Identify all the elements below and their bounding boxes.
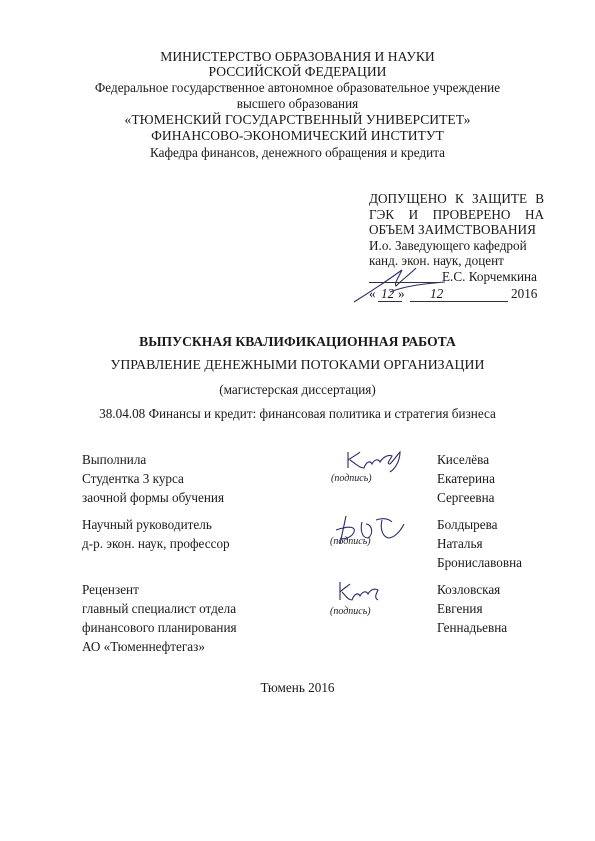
reviewer-role-line: АО «Тюменнефтегаз» (82, 639, 205, 654)
reviewer-role-line: финансового планирования (82, 620, 237, 635)
reviewer-name (437, 580, 507, 637)
ministry-line: МИНИСТЕРСТВО ОБРАЗОВАНИЯ И НАУКИ (160, 49, 435, 64)
supervisor-name-line: Брониславовна (437, 555, 523, 570)
approval-line-3: ОБЪЕМ ЗАИМСТВОВАНИЯ (369, 222, 536, 237)
approval-degree: канд. экон. наук, доцент (369, 253, 504, 268)
approval-signer-name: Е.С. Корчемкина (442, 269, 537, 284)
approval-date-open: « (369, 286, 376, 301)
approval-position: И.о. Заведующего кафедрой (369, 238, 527, 253)
author-name-line: Киселёва (437, 452, 490, 467)
approval-line-2: ГЭК И ПРОВЕРЕНО НА (369, 207, 544, 222)
institution-type-line: Федеральное государственное автономное образовательное учреждение (94, 80, 501, 95)
reviewer-name-line: Евгения (437, 601, 483, 616)
education-level-line: высшего образования (236, 96, 359, 111)
reviewer-name-line: Козловская (437, 582, 501, 597)
university-name: «ТЮМЕНСКИЙ ГОСУДАРСТВЕННЫЙ УНИВЕРСИТЕТ» (124, 112, 471, 127)
supervisor-role-line: Научный руководитель (82, 517, 212, 532)
approval-date-day: 12 (381, 286, 395, 301)
institute-name: ФИНАНСОВО-ЭКОНОМИЧЕСКИЙ ИНСТИТУТ (151, 128, 444, 143)
reviewer-signature (334, 578, 384, 606)
author-role-line: Выполнила (82, 452, 147, 467)
author-name (437, 450, 495, 507)
approval-date-close: » (398, 286, 405, 301)
approval-date-month: 12 (430, 286, 444, 301)
supervisor-name (437, 515, 522, 572)
department-name: Кафедра финансов, денежного обращения и кредита (149, 145, 445, 160)
signature-caption: (подпись) (330, 536, 371, 547)
supervisor-name-line: Наталья (437, 536, 483, 551)
reviewer-name-line: Геннадьевна (437, 620, 508, 635)
supervisor-name-line: Болдырева (437, 517, 498, 532)
thesis-topic: УПРАВЛЕНИЕ ДЕНЕЖНЫМИ ПОТОКАМИ ОРГАНИЗАЦИИ (110, 357, 485, 372)
study-program: 38.04.08 Финансы и кредит: финансовая политика и стратегия бизнеса (99, 406, 496, 421)
author-name-line: Сергеевна (437, 490, 495, 505)
author-role (82, 450, 224, 507)
author-name-line: Екатерина (437, 471, 495, 486)
approval-line-1: ДОПУЩЕНО К ЗАЩИТЕ В (369, 191, 544, 206)
thesis-subtype: (магистерская диссертация) (219, 382, 376, 397)
work-type: ВЫПУСКНАЯ КВАЛИФИКАЦИОННАЯ РАБОТА (139, 334, 456, 349)
supervisor-role (82, 515, 230, 553)
reviewer-role-line: Рецензент (82, 582, 139, 597)
author-role-line: заочной формы обучения (82, 490, 225, 505)
supervisor-role-line: д-р. экон. наук, профессор (82, 536, 230, 551)
head-signature (350, 262, 460, 307)
author-role-line: Студентка 3 курса (82, 471, 184, 486)
author-signature (342, 446, 408, 474)
signature-caption: (подпись) (331, 473, 372, 484)
city-year: Тюмень 2016 (260, 680, 335, 695)
signature-caption: (подпись) (330, 606, 371, 617)
reviewer-role (82, 580, 237, 656)
approval-date-year: 2016 (511, 286, 538, 301)
reviewer-role-line: главный специалист отдела (82, 601, 237, 616)
federation-line: РОССИЙСКОЙ ФЕДЕРАЦИИ (208, 64, 387, 79)
